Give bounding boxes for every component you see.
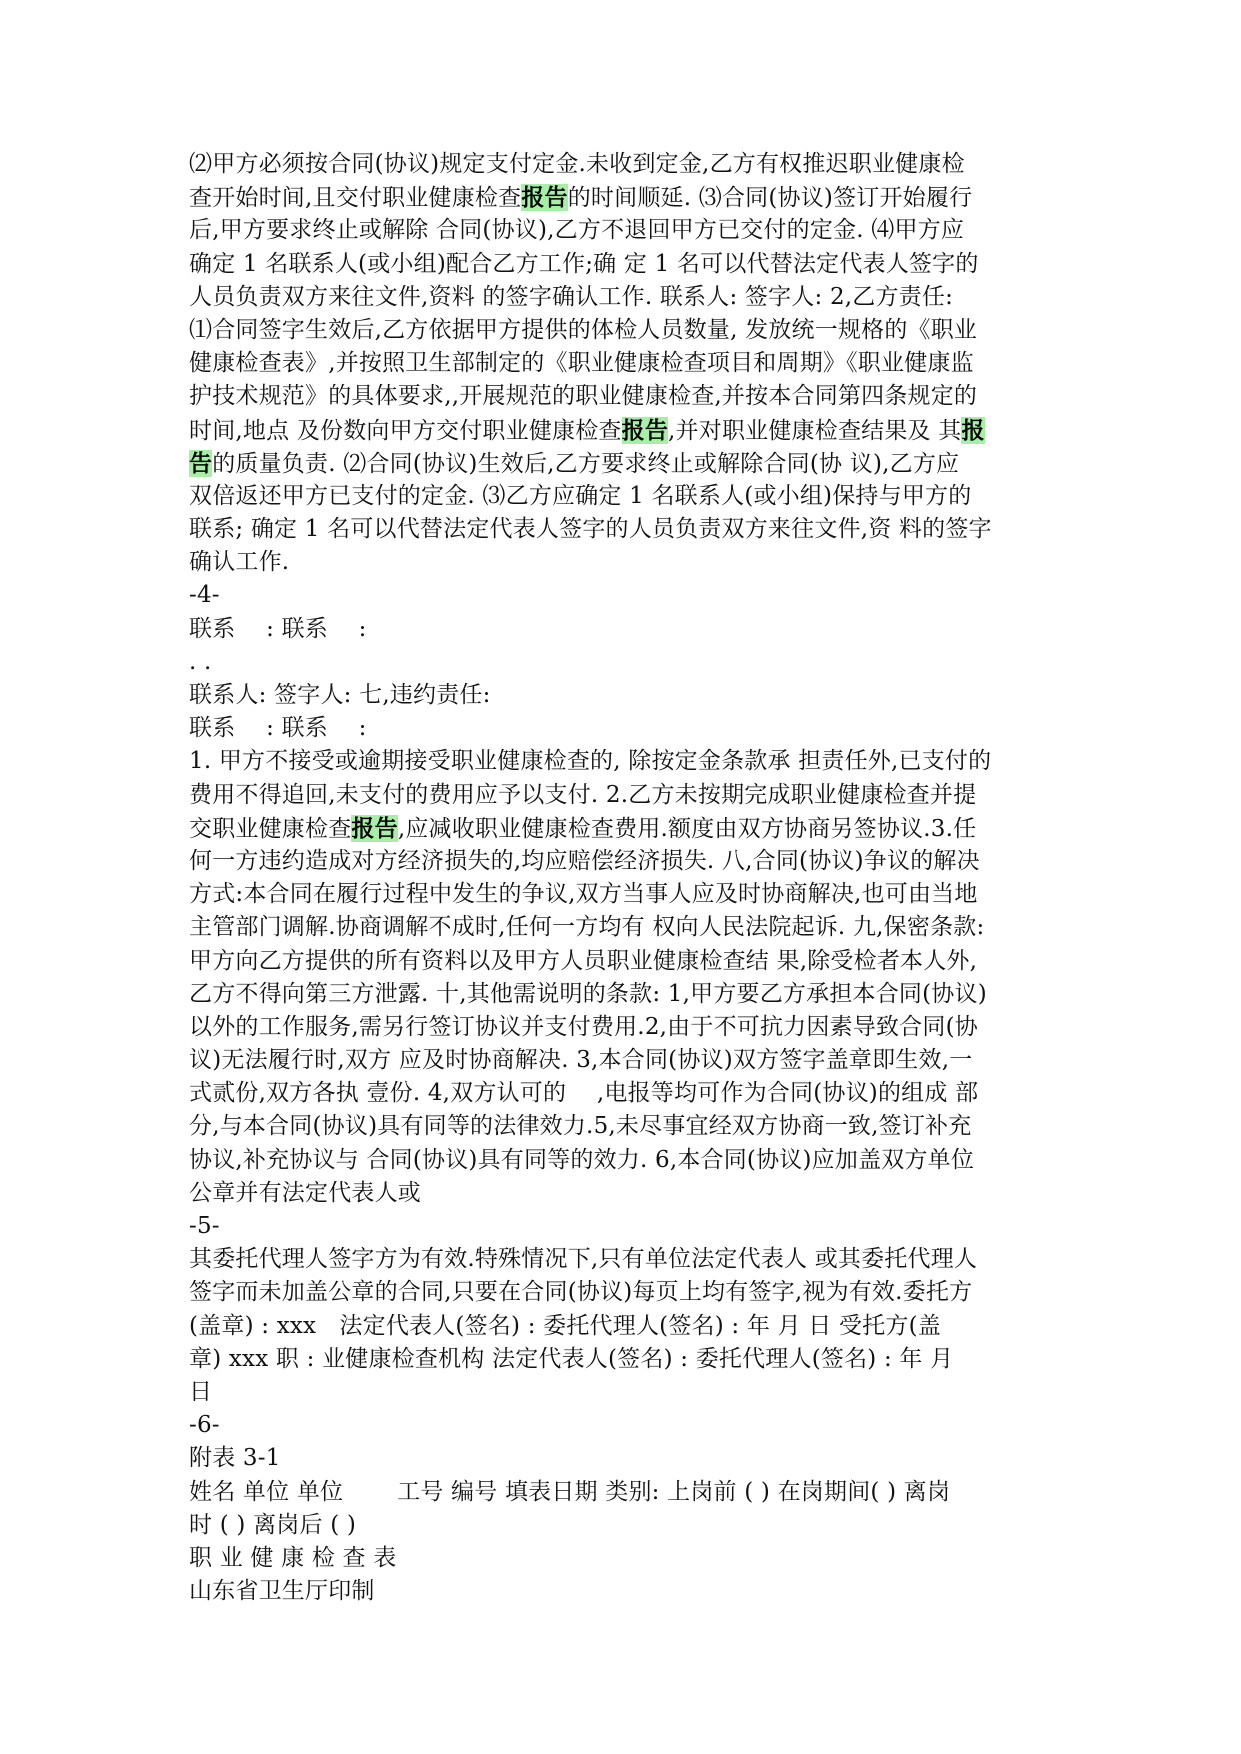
text-line: 签字而未加盖公章的合同,只要在合同(协议)每页上均有签字,视为有效.委托方 (189, 1279, 973, 1306)
highlight-keyword: 报 (961, 416, 985, 444)
text-line: 交职业健康检查报告,应减收职业健康检查费用.额度由双方协商另签协议.3.任 (189, 814, 977, 842)
text-line: ⑴合同签字生效后,乙方依据甲方提供的体检人员数量, 发放统一规格的《职业 (189, 316, 978, 343)
text-line: 分,与本合同(协议)具有同等的法律效力.5,未尽事宜经双方协商一致,签订补充 (189, 1113, 972, 1140)
text-line: 联系 : 联系 : (189, 615, 367, 642)
highlight-keyword: 告 (189, 449, 213, 477)
text-line: 联系; 确定 1 名可以代替法定代表人签字的人员负责双方来往文件,资 料的签字 (189, 516, 992, 543)
text-line: ⑵甲方必须按合同(协议)规定支付定金.未收到定金,乙方有权推迟职业健康检 (189, 151, 965, 177)
text-line: 章) xxx 职 : 业健康检查机构 法定代表人(签名) : 委托代理人(签名) : 年 月 (189, 1345, 954, 1372)
text-line: 1. 甲方不接受或逾期接受职业健康检查的, 除按定金条款承 担责任外,已支付的 (189, 748, 992, 775)
text-line: 确定 1 名联系人(或小组)配合乙方工作;确 定 1 名可以代替法定代表人签字的 (189, 250, 979, 277)
text-line: 费用不得追回,未支付的费用应予以支付. 2.乙方未按期完成职业健康检查并提 (189, 781, 977, 808)
text-line: 时 ( ) 离岗后 ( ) (189, 1511, 357, 1538)
text-line: 公章并有法定代表人或 (189, 1179, 421, 1206)
text-line: 联系 : 联系 : (189, 715, 367, 742)
text-line: 姓名 单位 单位 工号 编号 填表日期 类别: 上岗前 ( ) 在岗期间( ) 离岗 (189, 1478, 951, 1505)
text-line: 附表 3-1 (189, 1445, 281, 1472)
text-line: -6- (189, 1412, 220, 1439)
text-line: 主管部门调解.协商调解不成时,任何一方均有 权向人民法院起诉. 九,保密条款: (189, 914, 985, 941)
text-line: 后,甲方要求终止或解除 合同(协议),乙方不退回甲方已交付的定金. ⑷甲方应 (189, 217, 965, 244)
text-line: 日 (189, 1378, 213, 1405)
text-line: 护技术规范》的具体要求,,开展规范的职业健康检查,并按本合同第四条规定的 (189, 383, 978, 410)
highlight-keyword: 报告 (351, 814, 398, 842)
text-line: 协议,补充协议与 合同(协议)具有同等的效力. 6,本合同(协议)应加盖双方单位 (189, 1146, 975, 1173)
text-line: 式贰份,双方各执 壹份. 4,双方认可的 ,电报等均可作为合同(协议)的组成 部 (189, 1080, 979, 1107)
text-line: 双倍返还甲方已支付的定金. ⑶乙方应确定 1 名联系人(或小组)保持与甲方的 (189, 482, 972, 509)
text-line: 人员负责双方来往文件,资料 的签字确认工作. 联系人: 签字人: 2,乙方责任: (189, 283, 954, 310)
text-line: -5- (189, 1213, 220, 1239)
text-line: 职 业 健 康 检 查 表 (189, 1544, 397, 1571)
text-line: -4- (189, 582, 220, 609)
text-line: 时间,地点 及份数向甲方交付职业健康检查报告,并对职业健康检查结果及 其报 (189, 416, 985, 444)
text-line: 方式:本合同在履行过程中发生的争议,双方当事人应及时协商解决,也可由当地 (189, 881, 978, 908)
text-line: 乙方不得向第三方泄露. 十,其他需说明的条款: 1,甲方要乙方承担本合同(协议) (189, 980, 987, 1007)
text-line: 告的质量负责. ⑵合同(协议)生效后,乙方要求终止或解除合同(协 议),乙方应 (189, 449, 960, 477)
text-line: 联系人: 签字人: 七,违约责任: (189, 682, 491, 708)
text-line: 以外的工作服务,需另行签订协议并支付费用.2,由于不可抗力因素导致合同(协 (189, 1013, 978, 1040)
text-line: 确认工作. (189, 549, 290, 576)
text-line: . . (189, 648, 212, 675)
highlight-keyword: 报告 (621, 416, 669, 444)
text-line: 何一方违约造成对方经济损失的,均应赔偿经济损失. 八,合同(协议)争议的解决 (189, 847, 980, 874)
text-line: 山东省卫生厅印制 (189, 1578, 375, 1605)
document-body (189, 148, 1069, 1608)
text-line: 查开始时间,且交付职业健康检查报告的时间顺延. ⑶合同(协议)签订开始履行 (189, 184, 973, 212)
text-line: 其委托代理人签字方为有效.特殊情况下,只有单位法定代表人 或其委托代理人 (189, 1246, 978, 1273)
text-line: 议)无法履行时,双方 应及时协商解决. 3,本合同(协议)双方签字盖章即生效,一 (189, 1047, 973, 1074)
text-line: 甲方向乙方提供的所有资料以及甲方人员职业健康检查结 果,除受检者本人外, (189, 947, 978, 974)
text-line: (盖章) : xxx 法定代表人(签名) : 委托代理人(签名) : 年 月 日 受托方(盖 (189, 1312, 941, 1339)
highlight-keyword: 报告 (521, 184, 568, 212)
text-line: 健康检查表》,并按照卫生部制定的《职业健康检查项目和周期》《职业健康监 (189, 350, 974, 377)
